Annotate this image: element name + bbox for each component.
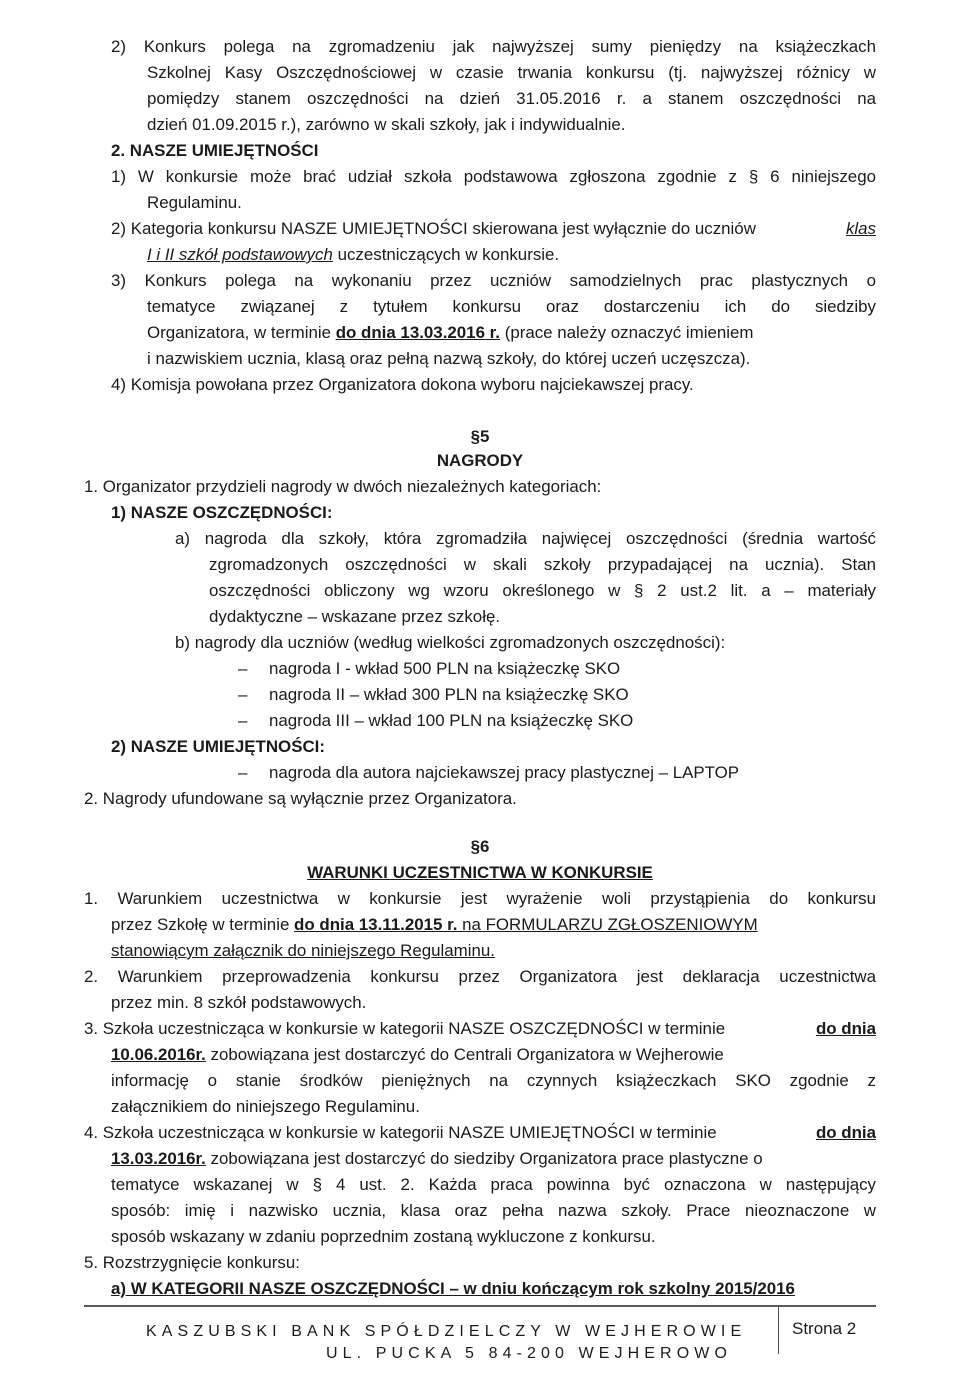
dash-bullet: – — [238, 711, 248, 730]
dash-bullet: – — [238, 685, 248, 704]
paragraph-line: Szkolnej Kasy Oszczędnościowej w czasie trwania konkursu (tj. najwyższej różnicy w — [147, 63, 876, 82]
list-item — [111, 216, 876, 242]
list-item-cont — [147, 242, 559, 268]
text-run: Organizatora, w terminie — [147, 323, 336, 342]
list-item-cont: oszczędności obliczony wg wzoru określonego w § 2 ust.2 lit. a – materiały — [209, 581, 876, 600]
text-run: zobowiązana jest dostarczyć do Centrali Organizatora w Wejherowie — [205, 1045, 724, 1064]
category-heading: 1) NASZE OSZCZĘDNOŚCI: — [111, 503, 333, 522]
prize-item: nagroda II – wkład 300 PLN na książeczkę SKO — [269, 685, 629, 704]
section-number: §5 — [470, 427, 490, 446]
page-number: Strona 2 — [792, 1319, 857, 1338]
paragraph-line: pomiędzy stanem oszczędności na dzień 31.05.2016 r. a stanem oszczędności na — [147, 89, 876, 108]
paragraph-line: dzień 01.09.2015 r.), zarówno w skali szkoły, jak i indywidualnie. — [147, 115, 626, 134]
section-heading: 2. NASZE UMIEJĘTNOŚCI — [111, 141, 319, 160]
list-item-cont — [111, 1146, 876, 1172]
footer-address: UL. PUCKA 5 84-200 WEJHEROWO — [326, 1345, 732, 1362]
text-run: (prace należy oznaczyć imieniem — [500, 323, 754, 342]
prize-item: nagroda III – wkład 100 PLN na książeczkę SKO — [269, 711, 634, 730]
list-item: 5. Rozstrzygnięcie konkursu: — [84, 1253, 300, 1272]
text-run: na FORMULARZU ZGŁOSZENIOWYM — [457, 915, 758, 934]
prize-item: nagroda I - wkład 500 PLN na książeczkę SKO — [269, 659, 621, 678]
list-item-cont: stanowiącym załącznik do niniejszego Regulaminu. — [111, 941, 495, 960]
text-run-italic: I i II szkół podstawowych — [147, 245, 333, 264]
list-item: 4) Komisja powołana przez Organizatora dokona wyboru najciekawszej pracy. — [111, 375, 694, 394]
list-item-cont — [111, 912, 876, 938]
list-item — [84, 1120, 876, 1146]
paragraph-line: 2) Konkurs polega na zgromadzeniu jak najwyższej sumy pieniędzy na książeczkach — [111, 37, 876, 56]
list-item-cont: Regulaminu. — [147, 193, 242, 212]
dash-bullet: – — [238, 763, 248, 782]
text-run: 3. Szkoła uczestnicząca w konkursie w kategorii NASZE OSZCZĘDNOŚCI w terminie — [84, 1019, 726, 1038]
list-item: b) nagrody dla uczniów (według wielkości zgromadzonych oszczędności): — [175, 633, 726, 652]
list-item-cont: załącznikiem do niniejszego Regulaminu. — [111, 1097, 420, 1116]
section-title: NAGRODY — [436, 451, 524, 470]
text-run-italic: klas — [845, 219, 876, 238]
deadline-text: do dnia 13.03.2016 r. — [335, 323, 500, 342]
list-item-cont: sposób wskazany w zdaniu poprzednim zostaną wykluczone z konkursu. — [111, 1227, 656, 1246]
deadline-text: 10.06.2016r. — [111, 1045, 206, 1064]
list-item-cont: dydaktyczne – wskazane przez szkołę. — [209, 607, 501, 626]
list-item-cont: sposób: imię i nazwisko ucznia, klasa oraz pełna nazwa szkoły. Prace nieoznaczone w — [111, 1201, 876, 1220]
list-item-cont: tematyce związanej z tytułem konkursu oraz dostarczeniu ich do siedziby — [147, 297, 876, 316]
list-item-cont: zgromadzonych oszczędności w skali szkoły przypadającej na ucznia). Stan — [209, 555, 876, 574]
list-item: 2. Nagrody ufundowane są wyłącznie przez Organizatora. — [84, 789, 517, 808]
section-title: WARUNKI UCZESTNICTWA W KONKURSIE — [307, 863, 653, 882]
list-item-cont: i nazwiskiem ucznia, klasą oraz pełną nazwą szkoły, do której uczeń uczęszcza). — [147, 349, 751, 368]
list-item-cont — [147, 320, 876, 346]
deadline-text: do dnia 13.11.2015 r. — [294, 915, 458, 934]
footer-bank-name: KASZUBSKI BANK SPÓŁDZIELCZY W WEJHEROWIE — [146, 1323, 747, 1340]
footer-divider — [84, 1305, 876, 1307]
list-item: 1. Organizator przydzieli nagrody w dwóch niezależnych kategoriach: — [84, 477, 602, 496]
text-run: przez Szkołę w terminie — [111, 915, 295, 934]
text-run: 4. Szkoła uczestnicząca w konkursie w kategorii NASZE UMIEJĘTNOŚCI w terminie — [84, 1123, 717, 1142]
list-item: 2. Warunkiem przeprowadzenia konkursu przez Organizatora jest deklaracja uczestnictwa — [84, 967, 876, 986]
deadline-text: do dnia — [815, 1019, 876, 1038]
text-run: zobowiązana jest dostarczyć do siedziby Organizatora prace plastyczne o — [205, 1149, 763, 1168]
dash-bullet: – — [238, 659, 248, 678]
section-number: §6 — [470, 837, 490, 856]
text-run: uczestniczących w konkursie. — [332, 245, 560, 264]
list-item-cont: przez min. 8 szkół podstawowych. — [111, 993, 367, 1012]
list-item-cont: tematyce wskazanej w § 4 ust. 2. Każda praca powinna być oznaczona w następujący — [111, 1175, 876, 1194]
list-item: 1. Warunkiem uczestnictwa w konkursie jest wyrażenie woli przystąpienia do konkursu — [84, 889, 876, 908]
deadline-text: 13.03.2016r. — [111, 1149, 206, 1168]
prize-item: nagroda dla autora najciekawszej pracy plastycznej – LAPTOP — [269, 763, 740, 782]
list-item: 3) Konkurs polega na wykonaniu przez uczniów samodzielnych prac plastycznych o — [111, 271, 876, 290]
list-item-cont — [111, 1042, 876, 1068]
deadline-text: do dnia — [815, 1123, 876, 1142]
list-item — [84, 1016, 876, 1042]
sub-item: a) W KATEGORII NASZE OSZCZĘDNOŚCI – w dniu kończącym rok szkolny 2015/2016 — [111, 1279, 795, 1298]
text-run: 2) Kategoria konkursu NASZE UMIEJĘTNOŚCI skierowana jest wyłącznie do uczniów — [111, 219, 756, 238]
list-item-cont: informację o stanie środków pieniężnych na czynnych książeczkach SKO zgodnie z — [111, 1071, 876, 1090]
category-heading: 2) NASZE UMIEJĘTNOŚCI: — [111, 737, 325, 756]
list-item: 1) W konkursie może brać udział szkoła podstawowa zgłoszona zgodnie z § 6 niniejszego — [111, 167, 876, 186]
list-item: a) nagroda dla szkoły, która zgromadziła najwięcej oszczędności (średnia wartość — [175, 529, 876, 548]
